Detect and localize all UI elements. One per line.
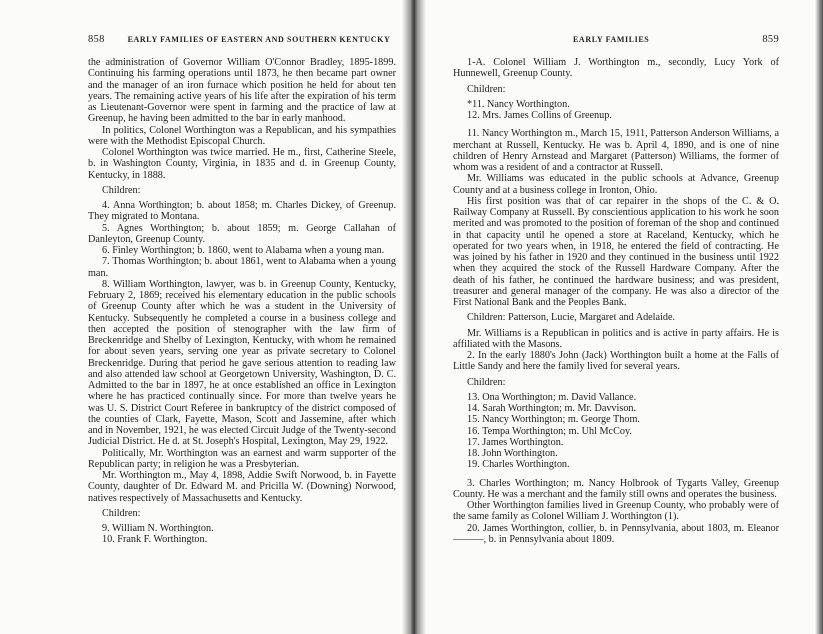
list-item: 4. Anna Worthington; b. about 1858; m. Charles Dickey, of Greenup. They migrated to Montana. (88, 200, 396, 223)
book-gutter (402, 0, 426, 634)
children-heading: Children: (467, 83, 506, 95)
list-item: 5. Agnes Worthington; b. about 1859; m. George Callahan of Danleyton, Greenup County. (88, 222, 396, 245)
paragraph: the administration of Governor William O'Connor Bradley, 1895-1899. Continuing his farming operations until 1873, he then became part owner and the manager of an iron furnace which position he held for about ten years. The remaining active years of his life after the expiration of his term as Lieutenant-Governor were spent in farming and the practice of law at Greenup, he having been admitted to the bar in early manhood. (88, 57, 396, 125)
left-page (0, 0, 410, 634)
paragraph: 11. Nancy Worthington m., March 15, 1911, Patterson Anderson Williams, a merchant at Russell, Kentucky. He was b. April 4, 1890, and is one of nine children of Henry Arnstead and Margaret (Patterson) Williams, the former of whom was a resident of and a contractor at Russell. (453, 128, 779, 173)
list-item: 17. James Worthington. (467, 436, 564, 448)
paragraph: 8. William Worthington, lawyer, was b. in Greenup County, Kentucky, February 2, 1869; received his elementary education in the public schools of Greenup County after which he was a student in the University of Kentucky. Subsequently he completed a course in a business college and then accepted the position of stenographer with the law firm of Breckenridge and Shelby of Lexington, Kentucky, with whom he remained for about seven years, serving one year as private secretary to Colonel Breckenridge. During that period he gave serious attention to reading law and also attended law school at Georgetown University, Washington, D. C. Admitted to the bar in 1897, he at once established an office in Lexington where he has practiced continually since. For more than twelve years he was U. S. District Court Referee in bankruptcy of the district composed of the counties of Clark, Fayette, Mason, Scott and Jassemine, after which and in November, 1921, he was elected Circuit Judge of the Twenty-second Judicial District. He d. at St. Joseph's Hospital, Lexington, May 29, 1922. (88, 278, 396, 448)
paragraph: Mr. Williams is a Republican in politics and is active in party affairs. He is affiliated with the Masons. (453, 327, 779, 350)
list-item: 7. Thomas Worthington; b. about 1861, went to Alabama when a young man. (88, 256, 396, 279)
list-item: 6. Finley Worthington; b. 1860, went to Alabama when a young man. (102, 245, 385, 256)
running-title: EARLY FAMILIES (573, 35, 650, 44)
list-item: *11. Nancy Worthington. (467, 98, 570, 110)
list-item: 13. Ona Worthington; m. David Vallance. (467, 391, 637, 403)
page-number: 858 (88, 34, 105, 45)
list-item: 14. Sarah Worthington; m. Mr. Davvison. (467, 403, 637, 414)
left-page-header (88, 34, 396, 45)
running-title: EARLY FAMILIES OF EASTERN AND SOUTHERN KENTUCKY (127, 35, 391, 44)
paragraph: His first position was that of car repairer in the shops of the C. & O. Railway Company at Russell. By conscientious application to his work he soon merited and was promoted to the position of foreman of the shop and continued in that capacity until he opened a store at Raceland, Kentucky, which he operated for two years when, in 1918, he entered the field of contracting. He was joined by his father in 1920 and they continued in the business until 1922 when they acquired the stock of the Russell Hardware Company. After the death of his father, he continued the hardware business; and was president, treasurer and general manager of the company. He was also a director of the First National Bank and the Peoples Bank. (453, 195, 779, 308)
list-item: 16. Tempa Worthington; m. Uhl McCoy. (467, 425, 632, 437)
left-text-column (88, 57, 396, 546)
paragraph: Colonel Worthington was twice married. He m., first, Catherine Steele, b. in Washington County, Virginia, in 1835 and d. in Greenup County, Kentucky, in 1888. (88, 147, 396, 181)
paragraph: Politically, Mr. Worthington was an earnest and warm supporter of the Republican party; in religion he was a Presbyterian. (88, 447, 396, 470)
paragraph: Other Worthington families lived in Greenup County, who probably were of the same family as Colonel William J. Worthington (1). (453, 500, 779, 523)
list-item: 18. John Worthington. (467, 448, 558, 459)
page-edge (815, 0, 823, 634)
list-item: 19. Charles Worthington. (467, 459, 570, 471)
paragraph: 20. James Worthington, collier, b. in Pennsylvania, about 1803, m. Eleanor ———, b. in Pennsylvania about 1809. (453, 522, 779, 545)
right-page (410, 0, 823, 634)
paragraph: Mr. Williams was educated in the public schools at Advance, Greenup County and at a business college in Ironton, Ohio. (453, 173, 779, 196)
paragraph: Mr. Worthington m., May 4, 1898, Addie Swift Norwood, b. in Fayette County, daughter of Dr. Edward M. and Pricilla W. (Downing) Norwood, natives respectively of Massachusetts and Kentucky. (88, 470, 396, 504)
list-item: 12. Mrs. James Collins of Greenup. (467, 110, 612, 121)
list-item: 15. Nancy Worthington; m. George Thom. (467, 414, 640, 426)
list-item: 10. Frank F. Worthington. (102, 534, 208, 546)
paragraph: 2. In the early 1880's John (Jack) Worthington built a home at the Falls of Little Sandy and here the family lived for several years. (453, 350, 779, 373)
paragraph: Children: Patterson, Lucie, Margaret and Adelaide. (467, 312, 676, 324)
children-heading: Children: (102, 184, 141, 196)
list-item: 9. William N. Worthington. (102, 523, 214, 534)
paragraph: In politics, Colonel Worthington was a Republican, and his sympathies were with the Methodist Episcopal Church. (88, 124, 396, 147)
children-heading: Children: (467, 376, 506, 388)
paragraph: 1-A. Colonel William J. Worthington m., secondly, Lucy York of Hunnewell, Greenup County. (453, 57, 779, 80)
children-heading: Children: (102, 507, 141, 519)
right-text-column (453, 57, 779, 545)
page-number: 859 (762, 34, 779, 45)
paragraph: 3. Charles Worthington; m. Nancy Holbrook of Tygarts Valley, Greenup County. He was a merchant and the family still owns and operates the business. (453, 477, 779, 500)
